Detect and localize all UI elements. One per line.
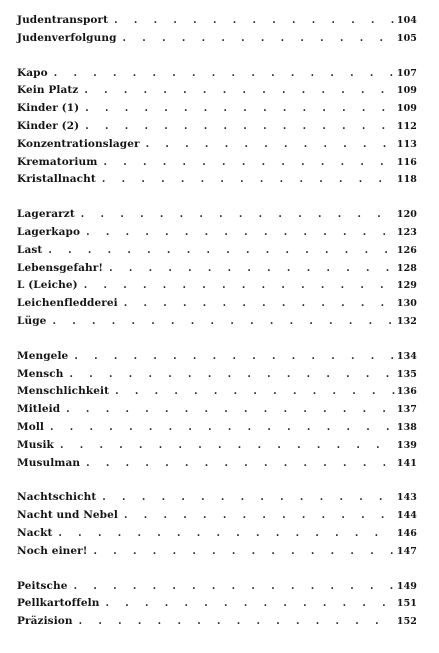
entry-page: 128 [396,262,417,274]
dot-leader [78,280,395,291]
toc-entry [17,102,417,120]
entry-page: 123 [396,226,417,238]
entry-page: 151 [396,598,417,610]
toc-entry [17,279,417,297]
entry-title: Leichenfledderei [17,297,118,310]
entry-title: Judentransport [17,14,109,26]
dot-leader [63,369,395,380]
toc-entry [17,315,417,333]
entry-page: 141 [396,457,417,469]
toc-entry [17,385,417,403]
entry-title: Moll [17,420,45,433]
dot-leader [73,616,395,627]
entry-page: 104 [396,15,417,26]
entry-title: Lagerarzt [17,208,75,221]
toc-entry [17,297,417,315]
toc-entry [17,120,417,138]
entry-title: Menschlichkeit [17,385,110,398]
dot-leader [88,546,395,557]
dot-leader [42,245,395,256]
entry-page: 112 [396,120,417,132]
dot-leader [118,298,395,309]
toc-entry [17,226,417,244]
entry-page: 137 [396,404,417,416]
entry-page: 134 [396,350,417,362]
entry-title: L (Leiche) [17,279,78,292]
toc-entry [17,14,417,32]
entry-page: 143 [396,492,417,504]
entry-title: Mengele [17,349,69,362]
entry-page: 129 [396,280,417,292]
dot-leader [54,440,395,451]
dot-leader [96,492,395,503]
entry-title: Nacht und Nebel [17,509,118,522]
entry-page: 144 [396,510,417,522]
dot-leader [108,15,395,26]
dot-leader [99,598,395,609]
entry-page: 152 [396,616,417,628]
dot-leader [48,68,395,79]
dot-leader [46,316,395,327]
toc-entry [17,527,417,545]
dot-leader [68,351,395,362]
entry-title: Peitsche [17,579,68,592]
entry-title: Pellkartoffeln [17,597,100,610]
entry-page: 136 [396,386,417,398]
dot-leader [140,139,395,150]
toc-group-n [17,491,417,562]
dot-leader [117,33,395,44]
entry-page: 113 [396,138,417,150]
dot-leader [79,103,395,114]
entry-page: 109 [396,85,417,97]
dot-leader [79,121,395,132]
toc-entry [17,84,417,102]
dot-leader [109,386,395,397]
entry-page: 120 [396,209,417,221]
toc-entry [17,173,417,191]
toc-entry [17,615,417,633]
entry-title: Kinder (1) [17,102,80,115]
entry-title: Lebensgefahr! [17,261,104,274]
entry-page: 105 [396,32,417,44]
entry-title: Musik [17,438,54,451]
toc-group-k [17,67,417,192]
entry-page: 149 [396,580,417,592]
toc-entry [17,509,417,527]
entry-title: Nackt [17,526,53,539]
toc-entry [17,457,417,475]
toc-entry [17,368,417,386]
dot-leader [44,422,395,433]
entry-title: Kein Platz [17,84,79,97]
dot-leader [78,85,395,96]
entry-title: Noch einer! [17,544,88,557]
entry-title: Nachtschicht [17,491,97,504]
entry-page: 130 [396,298,417,310]
entry-title: Mitleid [17,403,61,416]
entry-title: Mensch [17,367,64,380]
toc-entry [17,262,417,280]
entry-page: 138 [396,421,417,433]
entry-title: Krematorium [17,155,98,168]
toc-entry [17,138,417,156]
entry-page: 146 [396,527,417,539]
toc-group-p [17,580,417,633]
dot-leader [96,174,395,185]
entry-page: 107 [396,67,417,79]
entry-title: Last [17,243,43,256]
entry-page: 126 [396,244,417,256]
toc-entry [17,403,417,421]
toc-entry [17,350,417,368]
dot-leader [75,209,395,220]
dot-leader [118,510,395,521]
toc-group-m [17,350,417,475]
toc-entry [17,439,417,457]
entry-page: 139 [396,439,417,451]
toc-entry [17,545,417,563]
dot-leader [80,227,395,238]
entry-page: 147 [396,545,417,557]
toc-entry [17,597,417,615]
toc-entry [17,32,417,50]
entry-title: Kristallnacht [17,173,96,186]
entry-title: Musulman [17,456,81,469]
entry-title: Präzision [17,615,73,628]
entry-title: Kinder (2) [17,119,80,132]
entry-page: 132 [396,315,417,327]
dot-leader [52,528,395,539]
entry-page: 109 [396,103,417,115]
dot-leader [97,157,395,168]
toc-group-j [17,14,417,50]
entry-title: Konzentrationslager [17,137,140,150]
dot-leader [80,458,395,469]
entry-title: Judenverfolgung [17,31,117,44]
entry-title: Lüge [17,314,47,327]
table-of-contents [17,14,417,650]
dot-leader [103,263,395,274]
toc-entry [17,244,417,262]
entry-page: 116 [396,156,417,168]
toc-entry [17,67,417,85]
dot-leader [68,581,395,592]
entry-page: 135 [396,368,417,380]
dot-leader [60,404,395,415]
entry-title: Kapo [17,66,48,79]
entry-page: 118 [396,174,417,186]
toc-entry [17,208,417,226]
toc-group-l [17,208,417,333]
entry-title: Lagerkapo [17,225,81,238]
toc-entry [17,580,417,598]
toc-entry [17,491,417,509]
toc-entry [17,156,417,174]
toc-entry [17,421,417,439]
